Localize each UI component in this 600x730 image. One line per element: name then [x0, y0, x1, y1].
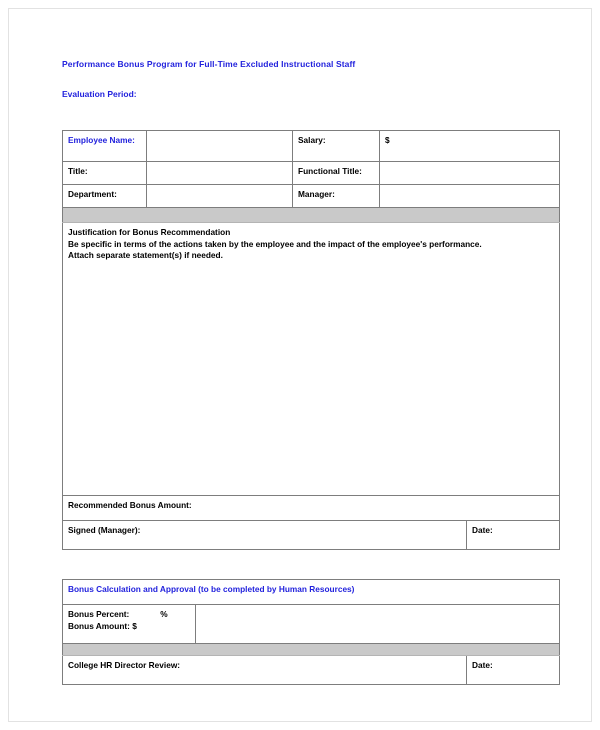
- recommended-bonus-amount-label[interactable]: Recommended Bonus Amount:: [63, 496, 560, 521]
- page-title: Performance Bonus Program for Full-Time Excluded Instructional Staff: [62, 59, 356, 69]
- hr-approval-table: [62, 579, 560, 685]
- table-row-signature: [63, 521, 560, 550]
- table-row-hr-heading: [63, 580, 560, 605]
- document-content: [54, 59, 552, 685]
- title-field[interactable]: [147, 162, 293, 185]
- hr-date-label[interactable]: Date:: [467, 656, 560, 685]
- manager-date-label[interactable]: Date:: [467, 521, 560, 550]
- table-row-justification: [63, 223, 560, 496]
- hr-director-review-label[interactable]: College HR Director Review:: [63, 656, 467, 685]
- salary-label: Salary:: [293, 131, 380, 162]
- bonus-notes-field[interactable]: [196, 605, 560, 644]
- manager-field[interactable]: [380, 185, 560, 208]
- hr-section-heading: Bonus Calculation and Approval (to be completed by Human Resources): [63, 580, 560, 605]
- functional-title-field[interactable]: [380, 162, 560, 185]
- employee-name-label: Employee Name:: [63, 131, 147, 162]
- document-page: [8, 8, 592, 722]
- table-row-employee-name: [63, 131, 560, 162]
- functional-title-label: Functional Title:: [293, 162, 380, 185]
- bonus-percent-amount-labels: [63, 605, 196, 644]
- department-field[interactable]: [147, 185, 293, 208]
- justification-instruction-line-2: Attach separate statement(s) if needed.: [68, 250, 223, 260]
- table-row-title: [63, 162, 560, 185]
- table-spacer-row: [63, 208, 560, 223]
- spacer-cell: [63, 208, 560, 223]
- manager-label: Manager:: [293, 185, 380, 208]
- table-row-recommended-bonus: [63, 496, 560, 521]
- title-label: Title:: [63, 162, 147, 185]
- employee-name-field[interactable]: [147, 131, 293, 162]
- evaluation-period-label: Evaluation Period:: [62, 89, 137, 99]
- table-row-hr-review: [63, 656, 560, 685]
- employee-identity-table: [62, 130, 560, 223]
- justification-box[interactable]: [63, 223, 560, 496]
- table-row-bonus-calculation: [63, 605, 560, 644]
- bonus-amount-label: Bonus Amount: $: [68, 620, 137, 631]
- table-spacer-row-hr: [63, 644, 560, 656]
- table-row-department: [63, 185, 560, 208]
- justification-instruction-line-1: Be specific in terms of the actions taken by the employee and the impact of the employee's performance.: [68, 238, 482, 249]
- bonus-percent-label: Bonus Percent: %: [68, 609, 168, 619]
- department-label: Department:: [63, 185, 147, 208]
- salary-field[interactable]: $: [380, 131, 560, 162]
- justification-heading: Justification for Bonus Recommendation: [68, 227, 231, 237]
- spacer-cell-hr: [63, 644, 560, 656]
- justification-table: [62, 223, 560, 550]
- signed-manager-label[interactable]: Signed (Manager):: [63, 521, 467, 550]
